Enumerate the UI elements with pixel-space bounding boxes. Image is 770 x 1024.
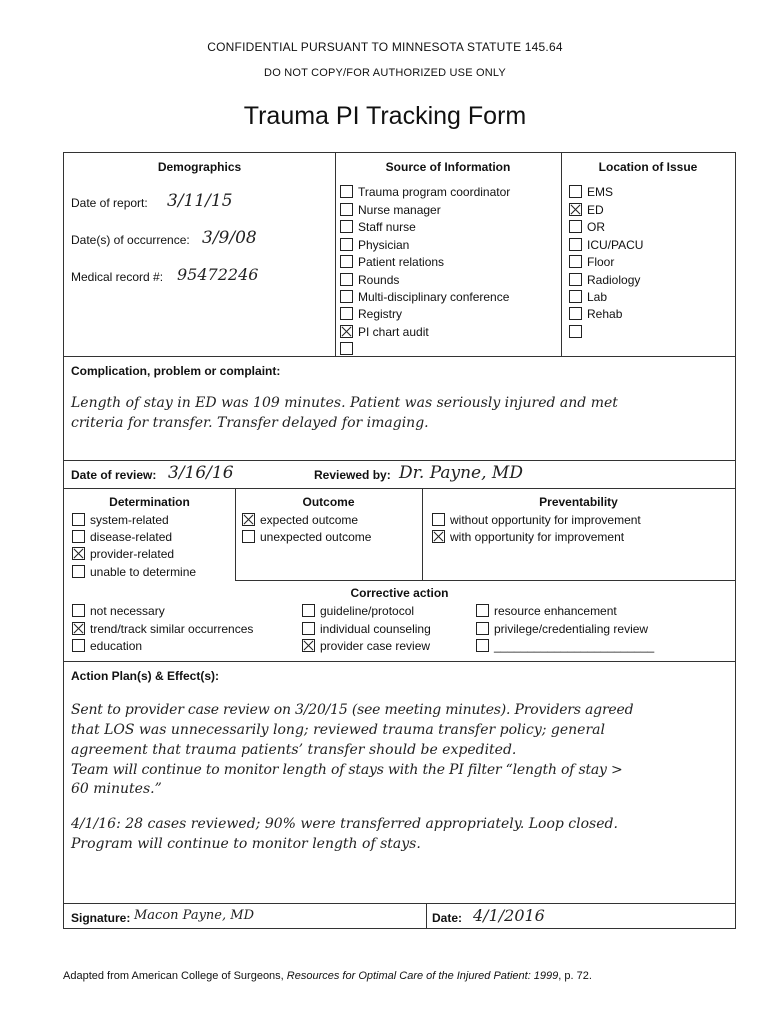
divider [426,903,427,929]
corrective-option[interactable] [476,620,648,637]
determination-option[interactable] [72,511,169,528]
divider [64,661,735,662]
outcome-heading: Outcome [302,495,355,509]
determination-heading: Determination [109,495,190,509]
divider [561,153,562,356]
complication-line-1[interactable]: Length of stay in ED was 109 minutes. Patient was seriously injured and met [71,395,618,411]
sign-date-value[interactable]: 4/1/2016 [473,906,545,925]
determination-checkbox[interactable] [72,513,85,526]
location-label: EMS [587,184,614,199]
date-of-occurrence-label: Date(s) of occurrence: [71,233,190,247]
corrective-checkbox[interactable] [72,604,85,617]
action-plan-line-7[interactable]: Program will continue to monitor length of stays. [71,836,421,852]
date-of-review-label: Date of review: [71,468,157,482]
determination-label: provider-related [90,546,175,561]
source-checkbox[interactable] [340,307,353,320]
location-label: Floor [587,254,615,269]
source-checkbox[interactable] [340,290,353,303]
corrective-checkbox[interactable] [476,622,489,635]
copy-notice: DO NOT COPY/FOR AUTHORIZED USE ONLY [264,67,506,79]
confidential-notice: CONFIDENTIAL PURSUANT TO MINNESOTA STATUTE 145.64 [207,40,563,54]
source-checkbox[interactable] [340,325,353,338]
determination-checkbox[interactable] [72,547,85,560]
source-label: Multi-disciplinary conference [358,289,510,304]
source-option[interactable] [340,323,429,340]
divider [235,580,735,581]
corrective-checkbox[interactable] [302,622,315,635]
determination-option[interactable] [72,528,172,545]
corrective-label: resource enhancement [494,603,617,618]
signature-value[interactable]: Macon Payne, MD [134,908,254,923]
source-option[interactable] [340,288,509,305]
determination-label: disease-related [90,529,173,544]
location-option[interactable] [569,236,643,253]
source-option[interactable] [340,253,444,270]
page-title: Trauma PI Tracking Form [243,102,527,130]
location-checkbox[interactable] [569,220,582,233]
outcome-option[interactable] [242,528,371,545]
source-checkbox[interactable] [340,342,353,355]
location-label: OR [587,219,605,234]
divider [64,460,735,461]
location-checkbox[interactable] [569,290,582,303]
date-of-occurrence-value[interactable]: 3/9/08 [202,228,257,248]
location-checkbox[interactable] [569,273,582,286]
preventability-option[interactable] [432,528,624,545]
outcome-label: expected outcome [260,512,359,527]
preventability-checkbox[interactable] [432,530,445,543]
reviewed-by-value[interactable]: Dr. Payne, MD [399,463,523,483]
preventability-option[interactable] [432,511,641,528]
determination-option[interactable] [72,563,196,580]
location-label: Lab [587,289,608,304]
corrective-label: privilege/credentialing review [494,621,649,636]
location-checkbox[interactable] [569,325,582,338]
location-option[interactable] [569,323,587,340]
footer-suffix: , p. 72. [558,970,592,982]
reviewed-by-label: Reviewed by: [314,468,391,482]
corrective-option[interactable] [302,620,431,637]
source-label: Registry [358,306,403,321]
corrective-label: individual counseling [320,621,431,636]
source-option[interactable] [340,201,441,218]
source-option[interactable] [340,271,399,288]
complication-label: Complication, problem or complaint: [71,364,281,378]
corrective-option[interactable] [72,602,165,619]
source-label: Nurse manager [358,202,441,217]
source-checkbox[interactable] [340,273,353,286]
medical-record-value[interactable]: 95472246 [177,265,259,284]
location-checkbox[interactable] [569,255,582,268]
source-label: Patient relations [358,254,445,269]
divider [335,153,336,356]
action-plan-line-3[interactable]: agreement that trauma patients’ transfer should be expedited. [71,742,517,758]
sign-date-label: Date: [432,911,463,925]
outcome-checkbox[interactable] [242,513,255,526]
location-checkbox[interactable] [569,185,582,198]
determination-label: unable to determine [90,564,197,579]
demographics-heading: Demographics [157,160,242,174]
preventability-checkbox[interactable] [432,513,445,526]
corrective-option[interactable] [476,637,654,654]
location-label: Radiology [587,272,641,287]
location-label: ED [587,202,604,217]
determination-checkbox[interactable] [72,565,85,578]
source-option[interactable] [340,305,402,322]
tracking-form [63,152,736,929]
source-label: Trauma program coordinator [358,184,511,199]
corrective-option[interactable] [72,620,253,637]
corrective-checkbox[interactable] [476,639,489,652]
action-plan-line-5[interactable]: 60 minutes.” [71,781,162,797]
preventability-label: without opportunity for improvement [450,512,641,527]
corrective-checkbox[interactable] [302,639,315,652]
signature-label: Signature: [71,911,131,925]
location-checkbox[interactable] [569,203,582,216]
location-heading: Location of Issue [598,160,698,174]
date-of-report-value[interactable]: 3/11/15 [167,191,233,211]
determination-label: system-related [90,512,169,527]
location-option[interactable] [569,201,604,218]
preventability-label: with opportunity for improvement [450,529,625,544]
source-option[interactable] [340,340,358,357]
preventability-heading: Preventability [539,495,618,509]
corrective-heading: Corrective action [350,586,449,600]
location-option[interactable] [569,305,622,322]
outcome-label: unexpected outcome [260,529,372,544]
divider [64,488,735,489]
footer-book-title: Resources for Optimal Care of the Injured Patient: 1999 [286,970,559,982]
corrective-label: not necessary [90,603,165,618]
corrective-label: provider case review [320,638,431,653]
corrective-label: ________________________ [494,638,655,653]
location-option[interactable] [569,218,605,235]
location-label: ICU/PACU [587,237,644,252]
corrective-option[interactable] [302,637,430,654]
corrective-option[interactable] [302,602,414,619]
medical-record-label: Medical record #: [71,270,164,284]
divider [64,903,735,904]
corrective-option[interactable] [72,637,142,654]
location-option[interactable] [569,271,640,288]
corrective-checkbox[interactable] [72,639,85,652]
source-label: Staff nurse [358,219,416,234]
corrective-checkbox[interactable] [302,604,315,617]
corrective-option[interactable] [476,602,617,619]
outcome-checkbox[interactable] [242,530,255,543]
location-option[interactable] [569,288,607,305]
source-checkbox[interactable] [340,220,353,233]
corrective-checkbox[interactable] [476,604,489,617]
action-plan-label: Action Plan(s) & Effect(s): [71,669,220,683]
corrective-checkbox[interactable] [72,622,85,635]
source-label: PI chart audit [358,324,429,339]
source-heading: Source of Information [385,160,511,174]
source-label: Physician [358,237,410,252]
footer-citation [63,970,592,982]
location-checkbox[interactable] [569,238,582,251]
source-label: Rounds [358,272,400,287]
date-of-report-label: Date of report: [71,196,148,210]
source-option[interactable] [340,183,510,200]
source-checkbox[interactable] [340,203,353,216]
location-checkbox[interactable] [569,307,582,320]
footer-prefix: Adapted from American College of Surgeons, [63,970,287,982]
action-plan-line-4[interactable]: Team will continue to monitor length of stays with the PI filter “length of stay > [71,762,623,778]
source-option[interactable] [340,218,416,235]
determination-checkbox[interactable] [72,530,85,543]
action-plan-line-1[interactable]: Sent to provider case review on 3/20/15 (see meeting minutes). Providers agreed [71,702,634,718]
source-checkbox[interactable] [340,185,353,198]
location-option[interactable] [569,183,613,200]
divider [64,356,735,357]
outcome-option[interactable] [242,511,358,528]
action-plan-line-2[interactable]: that LOS was unnecessarily long; reviewed trauma transfer policy; general [71,722,605,738]
source-checkbox[interactable] [340,255,353,268]
source-option[interactable] [340,236,409,253]
corrective-label: guideline/protocol [320,603,415,618]
complication-line-2[interactable]: criteria for transfer. Transfer delayed for imaging. [71,415,429,431]
source-checkbox[interactable] [340,238,353,251]
date-of-review-value[interactable]: 3/16/16 [168,463,234,483]
action-plan-line-6[interactable]: 4/1/16: 28 cases reviewed; 90% were transferred appropriately. Loop closed. [71,816,618,832]
corrective-label: education [90,638,143,653]
determination-option[interactable] [72,545,174,562]
corrective-label: trend/track similar occurrences [90,621,254,636]
location-option[interactable] [569,253,614,270]
location-label: Rehab [587,306,623,321]
